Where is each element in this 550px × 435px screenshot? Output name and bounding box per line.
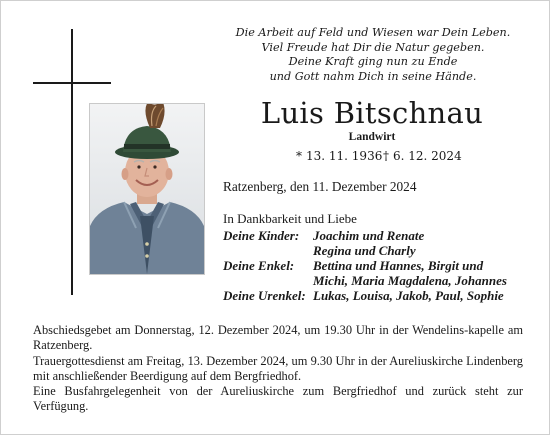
death-date-value: 6. 12. 2024 [393, 149, 462, 163]
death-date [383, 149, 462, 163]
family-label: Deine Enkel: [223, 258, 295, 273]
occupation: Landwirt [348, 131, 396, 143]
thanks-line: In Dankbarkeit und Liebe [223, 211, 357, 226]
family-names [313, 258, 523, 288]
family-names-line: Regina und Charly [313, 243, 416, 258]
poem-line: Deine Kraft ging nun zu Ende [288, 55, 458, 69]
birth-date-value: 13. 11. 1936 [306, 149, 383, 163]
cross-horizontal-bar [33, 82, 111, 84]
family-names-line: Michi, Maria Magdalena, Johannes [313, 273, 507, 288]
portrait-image [90, 104, 204, 274]
family-row-grandchildren [223, 258, 523, 288]
birth-date [296, 149, 382, 163]
death-cross-icon: † [383, 149, 389, 163]
family-names [313, 228, 523, 258]
poem-line: Viel Freude hat Dir die Natur gegeben. [261, 40, 485, 54]
family-row-children [223, 228, 523, 258]
poem [231, 26, 515, 84]
family-list [223, 228, 523, 303]
family-label: Deine Kinder: [223, 228, 300, 243]
deceased-name: Luis Bitschnau [260, 96, 484, 130]
poem-line: und Gott nahm Dich in seine Hände. [269, 69, 477, 83]
family-row-great-grandchildren [223, 288, 523, 303]
cross-vertical-bar [71, 29, 73, 295]
family-names [313, 288, 523, 303]
family-names-line: Bettina und Hannes, Birgit und [313, 258, 484, 273]
family-names-line: Lukas, Louisa, Jakob, Paul, Sophie [313, 288, 504, 303]
funeral-service-notice: Trauergottesdienst am Freitag, 13. Dezember 2024, um 9.30 Uhr in der Aureliuskirche Lindenberg mit anschließender Beerdigung auf dem Bergfriedhof. [33, 354, 523, 383]
place-and-date: Ratzenberg, den 11. Dezember 2024 [223, 179, 417, 194]
farewell-prayer-notice: Abschiedsgebet am Donnerstag, 12. Dezember 2024, um 19.30 Uhr in der Wendelins-kapelle am Ratzenberg. [33, 323, 523, 352]
portrait-photo [89, 103, 205, 275]
bus-transport-notice: Eine Busfahrgelegenheit von der Aureliuskirche zum Bergfriedhof und zurück steht zur Verfügung. [33, 384, 523, 413]
birth-star-icon: * [296, 149, 302, 163]
poem-line: Die Arbeit auf Feld und Wiesen war Dein Leben. [235, 26, 511, 39]
family-label: Deine Urenkel: [223, 288, 306, 303]
family-names-line: Joachim und Renate [313, 228, 425, 243]
